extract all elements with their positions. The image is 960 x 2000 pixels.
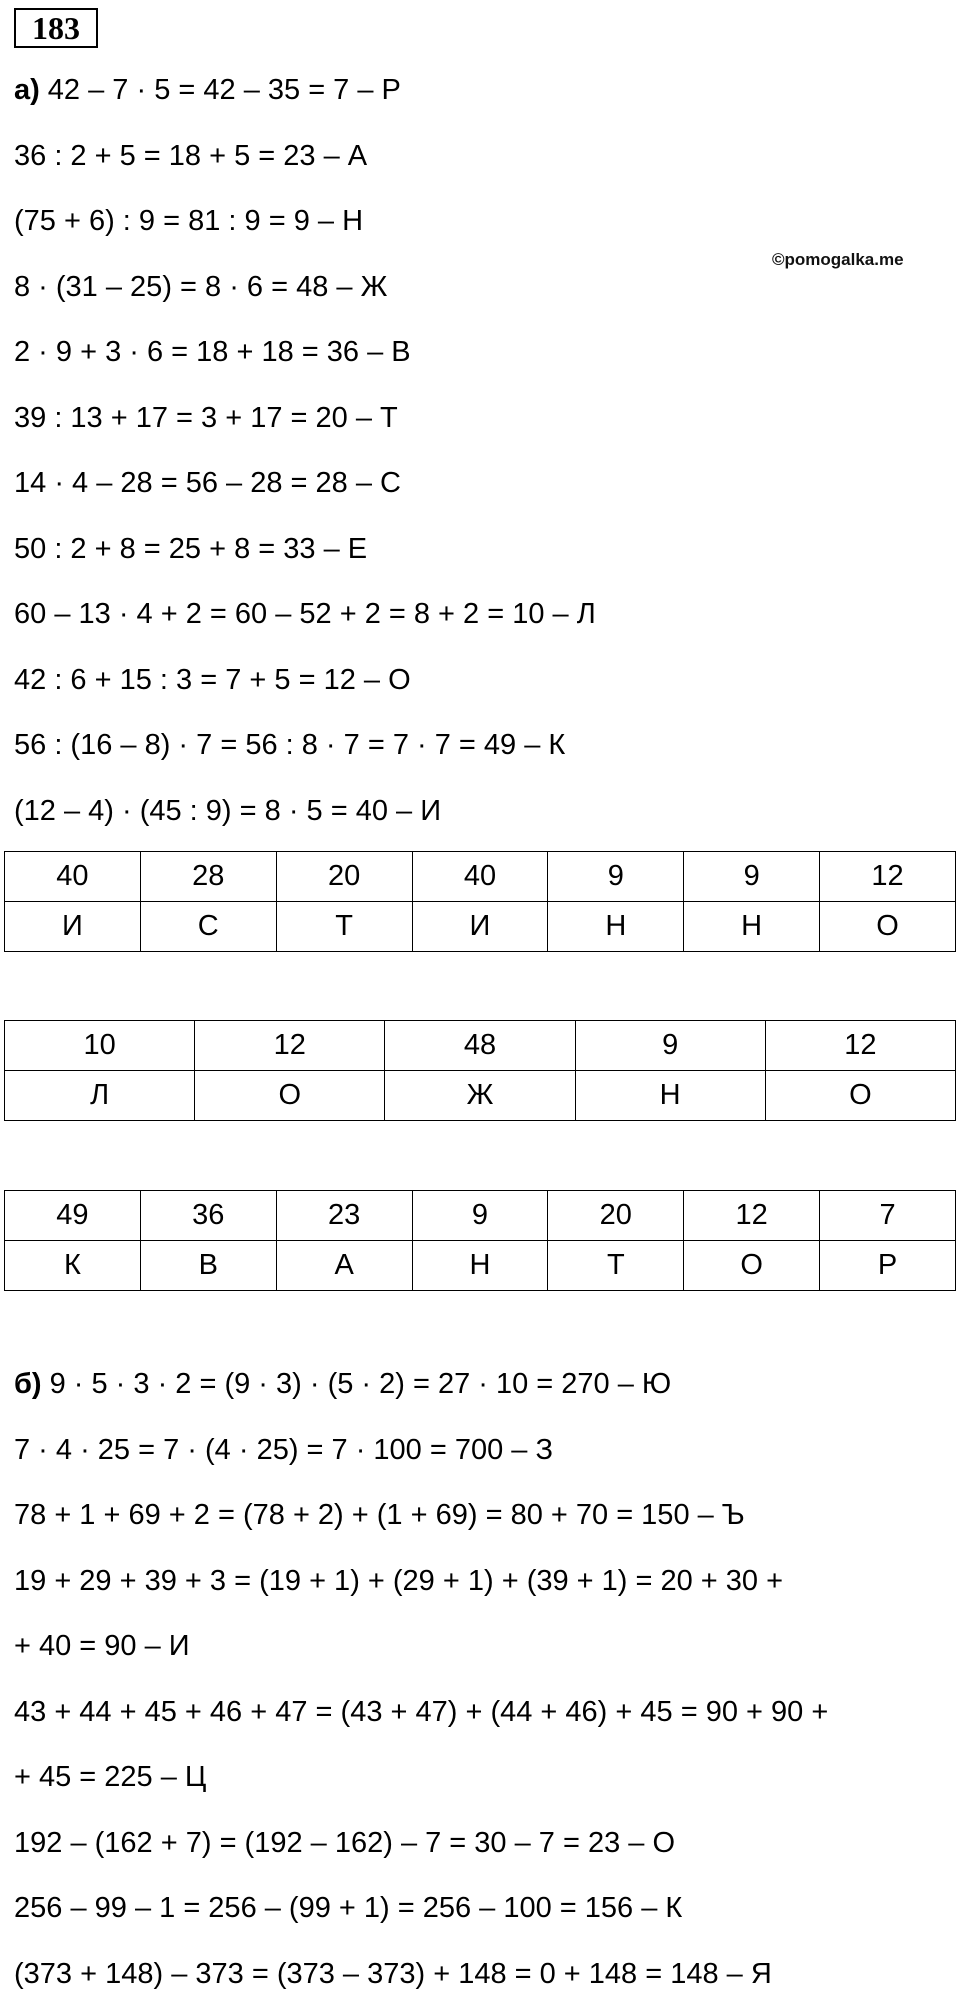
part-b-line: (373 + 148) – 373 = (373 – 373) + 148 = 0 + 148 = 148 – Я xyxy=(14,1958,772,1990)
part-a-line: 2 · 9 + 3 · 6 = 18 + 18 = 36 – В xyxy=(14,336,411,368)
number-cell: 49 xyxy=(5,1191,141,1241)
part-a-line: 14 · 4 – 28 = 56 – 28 = 28 – С xyxy=(14,467,401,499)
cipher-table-2 xyxy=(4,1020,956,1121)
part-a-line: 50 : 2 + 8 = 25 + 8 = 33 – Е xyxy=(14,533,368,565)
letter-cell: И xyxy=(412,902,548,952)
part-a-line: (12 – 4) · (45 : 9) = 8 · 5 = 40 – И xyxy=(14,795,442,827)
equation-text: 9 · 5 · 3 · 2 = (9 · 3) · (5 · 2) = 27 · 10 = 270 – Ю xyxy=(49,1368,672,1400)
part-b-line: 256 – 99 – 1 = 256 – (99 + 1) = 256 – 100 = 156 – К xyxy=(14,1892,683,1924)
number-cell: 20 xyxy=(276,852,412,902)
number-cell: 9 xyxy=(412,1191,548,1241)
letter-cell: А xyxy=(276,1241,412,1291)
number-cell: 9 xyxy=(575,1021,765,1071)
number-row xyxy=(5,1191,956,1241)
number-cell: 7 xyxy=(820,1191,956,1241)
letter-cell: О xyxy=(684,1241,820,1291)
part-a-line xyxy=(14,70,401,110)
part-b-line: 7 · 4 · 25 = 7 · (4 · 25) = 7 · 100 = 700 – З xyxy=(14,1434,554,1466)
number-cell: 28 xyxy=(140,852,276,902)
number-row xyxy=(5,852,956,902)
letter-row xyxy=(5,1071,956,1121)
part-b-line: + 40 = 90 – И xyxy=(14,1630,190,1662)
part-a-line: 56 : (16 – 8) · 7 = 56 : 8 · 7 = 7 · 7 = 49 – К xyxy=(14,729,566,761)
part-b-line: 78 + 1 + 69 + 2 = (78 + 2) + (1 + 69) = 80 + 70 = 150 – Ъ xyxy=(14,1499,745,1531)
number-cell: 23 xyxy=(276,1191,412,1241)
cipher-table-1 xyxy=(4,851,956,952)
letter-cell: Ж xyxy=(385,1071,575,1121)
cipher-table-3 xyxy=(4,1190,956,1291)
number-cell: 36 xyxy=(140,1191,276,1241)
number-cell: 40 xyxy=(5,852,141,902)
letter-cell: Н xyxy=(575,1071,765,1121)
part-a-label: а) xyxy=(14,74,40,106)
number-cell: 20 xyxy=(548,1191,684,1241)
number-cell: 12 xyxy=(765,1021,955,1071)
number-cell: 12 xyxy=(195,1021,385,1071)
part-a-line: 39 : 13 + 17 = 3 + 17 = 20 – Т xyxy=(14,402,398,434)
letter-row xyxy=(5,902,956,952)
part-b-line: 19 + 29 + 39 + 3 = (19 + 1) + (29 + 1) + (39 + 1) = 20 + 30 + xyxy=(14,1565,784,1597)
letter-cell: О xyxy=(820,902,956,952)
letter-cell: Т xyxy=(276,902,412,952)
number-cell: 9 xyxy=(548,852,684,902)
part-a-line: (75 + 6) : 9 = 81 : 9 = 9 – Н xyxy=(14,205,364,237)
number-cell: 12 xyxy=(684,1191,820,1241)
letter-cell: К xyxy=(5,1241,141,1291)
watermark: ©pomogalka.me xyxy=(772,250,904,269)
letter-cell: Л xyxy=(5,1071,195,1121)
part-b-line: 192 – (162 + 7) = (192 – 162) – 7 = 30 – 7 = 23 – О xyxy=(14,1827,676,1859)
part-b-line: + 45 = 225 – Ц xyxy=(14,1761,207,1793)
letter-cell: И xyxy=(5,902,141,952)
letter-cell: Н xyxy=(412,1241,548,1291)
letter-cell: О xyxy=(195,1071,385,1121)
number-cell: 12 xyxy=(820,852,956,902)
part-a-line: 42 : 6 + 15 : 3 = 7 + 5 = 12 – О xyxy=(14,664,411,696)
letter-cell: Н xyxy=(684,902,820,952)
letter-cell: В xyxy=(140,1241,276,1291)
part-a-line: 36 : 2 + 5 = 18 + 5 = 23 – А xyxy=(14,140,368,172)
part-b-line xyxy=(14,1364,671,1404)
letter-cell: О xyxy=(765,1071,955,1121)
part-a-line: 60 – 13 · 4 + 2 = 60 – 52 + 2 = 8 + 2 = 10 – Л xyxy=(14,598,596,630)
letter-cell: Р xyxy=(820,1241,956,1291)
number-cell: 40 xyxy=(412,852,548,902)
task-number: 183 xyxy=(14,8,98,48)
equation-text: 42 – 7 · 5 = 42 – 35 = 7 – Р xyxy=(47,74,401,106)
letter-row xyxy=(5,1241,956,1291)
letter-cell: С xyxy=(140,902,276,952)
letter-cell: Н xyxy=(548,902,684,952)
number-row xyxy=(5,1021,956,1071)
part-b-label: б) xyxy=(14,1368,42,1400)
number-cell: 48 xyxy=(385,1021,575,1071)
letter-cell: Т xyxy=(548,1241,684,1291)
number-cell: 9 xyxy=(684,852,820,902)
part-b-line: 43 + 44 + 45 + 46 + 47 = (43 + 47) + (44 + 46) + 45 = 90 + 90 + xyxy=(14,1696,829,1728)
part-a-line: 8 · (31 – 25) = 8 · 6 = 48 – Ж xyxy=(14,271,388,303)
number-cell: 10 xyxy=(5,1021,195,1071)
